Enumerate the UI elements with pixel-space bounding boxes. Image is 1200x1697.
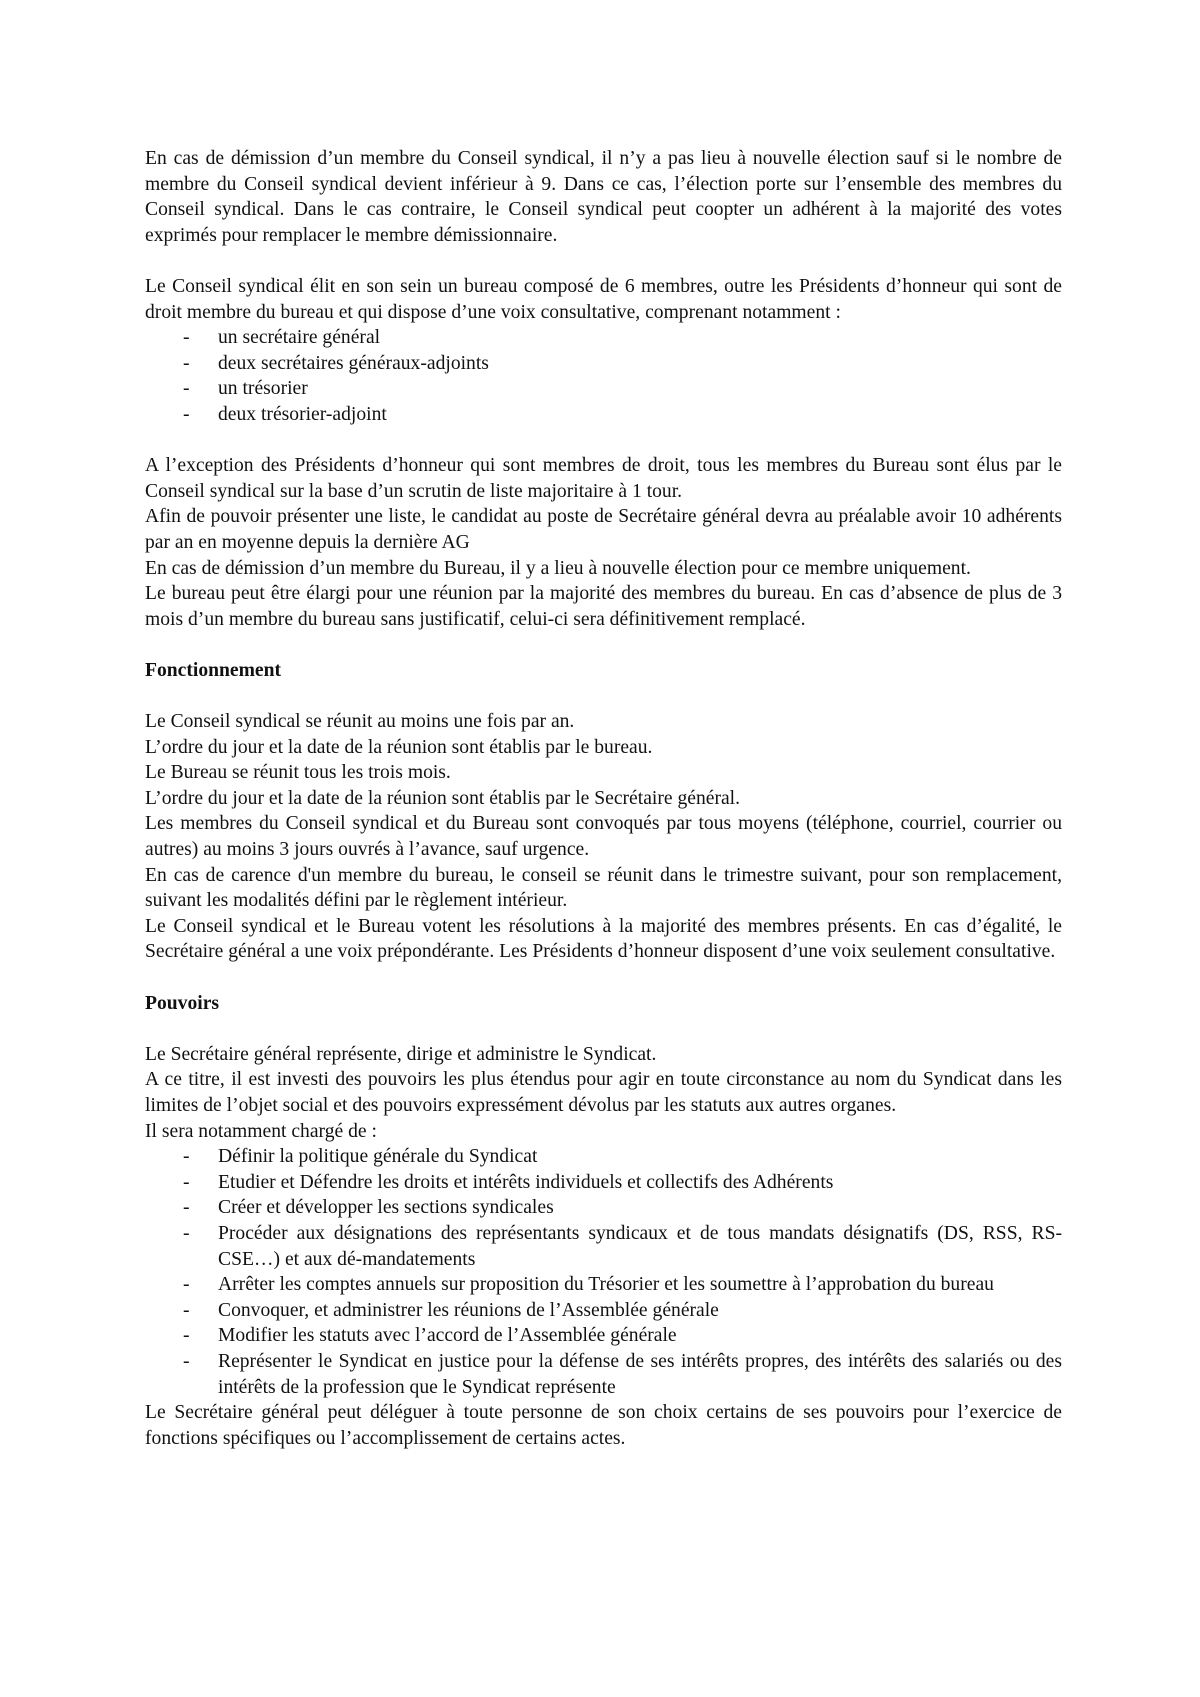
paragraph-demission-bureau: En cas de démission d’un membre du Bureau, il y a lieu à nouvelle élection pour ce membre uniquement. <box>145 557 971 579</box>
list-item: - Arrêter les comptes annuels sur proposition du Trésorier et les soumettre à l’approbation du bureau <box>145 1272 1062 1298</box>
document-page <box>145 146 1062 1451</box>
duties-list <box>145 1144 1062 1400</box>
paragraph-gap <box>145 632 1062 658</box>
paragraph-secretaire-represente: Le Secrétaire général représente, dirige et administre le Syndicat. <box>145 1043 657 1065</box>
bureau-members-list <box>145 325 1062 427</box>
list-item: - Convoquer, et administrer les réunions de l’Assemblée générale <box>145 1298 1062 1324</box>
list-item: - deux secrétaires généraux-adjoints <box>145 351 1062 377</box>
list-item: - Etudier et Défendre les droits et intérêts individuels et collectifs des Adhérents <box>145 1170 1062 1196</box>
fonctionnement-line: L’ordre du jour et la date de la réunion sont établis par le bureau. <box>145 736 653 758</box>
heading-fonctionnement: Fonctionnement <box>145 659 282 681</box>
fonctionnement-line: Le Bureau se réunit tous les trois mois. <box>145 762 451 784</box>
paragraph-gap <box>145 965 1062 991</box>
paragraph-election-bureau: A l’exception des Présidents d’honneur qui sont membres de droit, tous les membres du Bureau sont élus par le Conseil syndical sur la base d’un scrutin de liste majoritaire à 1 tour. <box>145 455 1062 502</box>
fonctionnement-line: Les membres du Conseil syndical et du Bureau sont convoqués par tous moyens (téléphone, courriel, courrier ou autres) au moins 3 jours ouvrés à l’avance, sauf urgence. <box>145 813 1062 861</box>
list-item: - Représenter le Syndicat en justice pour la défense de ses intérêts propres, des intérêts des salariés ou des intérêts de la profession que le Syndicat représente <box>145 1349 1062 1400</box>
list-item: - un secrétaire général <box>145 325 1062 351</box>
fonctionnement-line: En cas de carence d'un membre du bureau, le conseil se réunit dans le trimestre suivant, pour son remplacement, suivant les modalités défini par le règlement intérieur. <box>145 864 1062 912</box>
paragraph-delegation: Le Secrétaire général peut déléguer à toute personne de son choix certains de ses pouvoirs pour l’exercice de fonctions spécifiques ou l’accomplissement de certains actes. <box>145 1402 1062 1449</box>
fonctionnement-line: Le Conseil syndical se réunit au moins une fois par an. <box>145 711 575 733</box>
list-item: - Modifier les statuts avec l’accord de l’Assemblée générale <box>145 1323 1062 1349</box>
paragraph-gap <box>145 248 1062 274</box>
list-item: - Procéder aux désignations des représentants syndicaux et de tous mandats désignatifs (DS, RSS, RS-CSE…) et aux dé-mandatements <box>145 1221 1062 1272</box>
fonctionnement-line: Le Conseil syndical et le Bureau votent les résolutions à la majorité des membres présents. En cas d’égalité, le Secrétaire général a une voix prépondérante. Les Présidents d’honneur disposent d’une voix seulement consultative. <box>145 915 1062 963</box>
paragraph-bureau-elargi: Le bureau peut être élargi pour une réunion par la majorité des membres du bureau. En cas d’absence de plus de 3 mois d’un membre du bureau sans justificatif, celui-ci sera définitivement remplacé. <box>145 583 1062 630</box>
paragraph-candidat-liste: Afin de pouvoir présenter une liste, le candidat au poste de Secrétaire général devra au préalable avoir 10 adhérents par an en moyenne depuis la dernière AG <box>145 506 1062 553</box>
paragraph-demission-conseil: En cas de démission d’un membre du Conseil syndical, il n’y a pas lieu à nouvelle élection sauf si le nombre de membre du Conseil syndical devient inférieur à 9. Dans ce cas, l’élection porte sur l’ensemble des membres du Conseil syndical. Dans le cas contraire, le Conseil syndical peut coopter un adhérent à la majorité des votes exprimés pour remplacer le membre démissionnaire. <box>145 148 1062 246</box>
list-item: - deux trésorier-adjoint <box>145 402 1062 428</box>
paragraph-gap <box>145 1016 1062 1042</box>
list-item: - Créer et développer les sections syndicales <box>145 1195 1062 1221</box>
paragraph-gap <box>145 428 1062 454</box>
paragraph-gap <box>145 683 1062 709</box>
list-item: - Définir la politique générale du Syndicat <box>145 1144 1062 1170</box>
fonctionnement-line: L’ordre du jour et la date de la réunion sont établis par le Secrétaire général. <box>145 787 741 809</box>
heading-pouvoirs: Pouvoirs <box>145 992 220 1014</box>
paragraph-bureau-composition: Le Conseil syndical élit en son sein un bureau composé de 6 membres, outre les Présidents d’honneur qui sont de droit membre du bureau et qui dispose d’une voix consultative, comprenant notamment : <box>145 275 1062 323</box>
paragraph-charge-de: Il sera notamment chargé de : <box>145 1120 377 1142</box>
list-item: - un trésorier <box>145 376 1062 402</box>
paragraph-pouvoirs-etendus: A ce titre, il est investi des pouvoirs les plus étendus pour agir en toute circonstance au nom du Syndicat dans les limites de l’objet social et des pouvoirs expressément dévolus par les statuts aux autres organes. <box>145 1069 1062 1116</box>
